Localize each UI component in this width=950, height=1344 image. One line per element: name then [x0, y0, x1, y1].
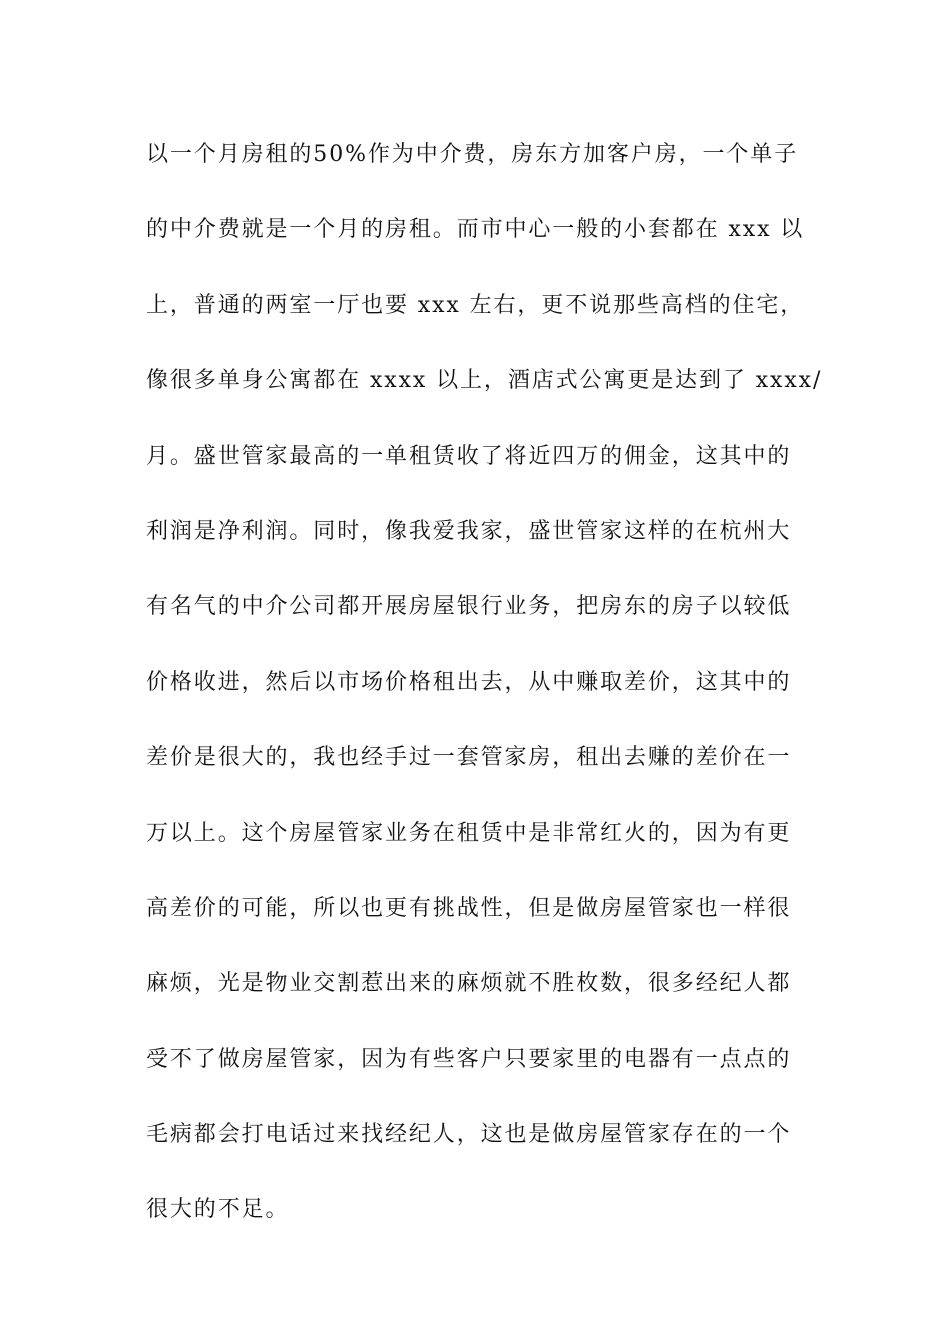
paragraph-line: 价格收进，然后以市场价格租出去，从中赚取差价，这其中的: [146, 669, 792, 695]
paragraph-line: 像很多单身公寓都在 xxxx 以上，酒店式公寓更是达到了 xxxx/: [146, 368, 823, 394]
paragraph-line: 以一个月房租的50%作为中介费，房东方加客户房，一个单子: [146, 142, 799, 167]
paragraph-line: 麻烦，光是物业交割惹出来的麻烦就不胜枚数，很多经纪人都: [146, 971, 792, 997]
paragraph-line: 很大的不足。: [146, 1197, 290, 1223]
paragraph-line: 受不了做房屋管家，因为有些客户只要家里的电器有一点点的: [146, 1046, 792, 1072]
paragraph-line: 月。盛世管家最高的一单租赁收了将近四万的佣金，这其中的: [146, 443, 792, 469]
paragraph-line: 的中介费就是一个月的房租。而市中心一般的小套都在 xxx 以: [146, 217, 805, 243]
body-paragraph: [146, 128, 823, 1259]
paragraph-line: 万以上。这个房屋管家业务在租赁中是非常红火的，因为有更: [146, 820, 792, 846]
paragraph-line: 有名气的中介公司都开展房屋银行业务，把房东的房子以较低: [146, 594, 792, 620]
paragraph-line: 差价是很大的，我也经手过一套管家房，租出去赚的差价在一: [146, 745, 792, 771]
paragraph-line: 毛病都会打电话过来找经纪人，这也是做房屋管家存在的一个: [146, 1122, 792, 1148]
paragraph-line: 利润是净利润。同时，像我爱我家，盛世管家这样的在杭州大: [146, 518, 792, 544]
paragraph-line: 上，普通的两室一厅也要 xxx 左右，更不说那些高档的住宅，: [146, 292, 805, 318]
paragraph-line: 高差价的可能，所以也更有挑战性，但是做房屋管家也一样很: [146, 895, 792, 921]
